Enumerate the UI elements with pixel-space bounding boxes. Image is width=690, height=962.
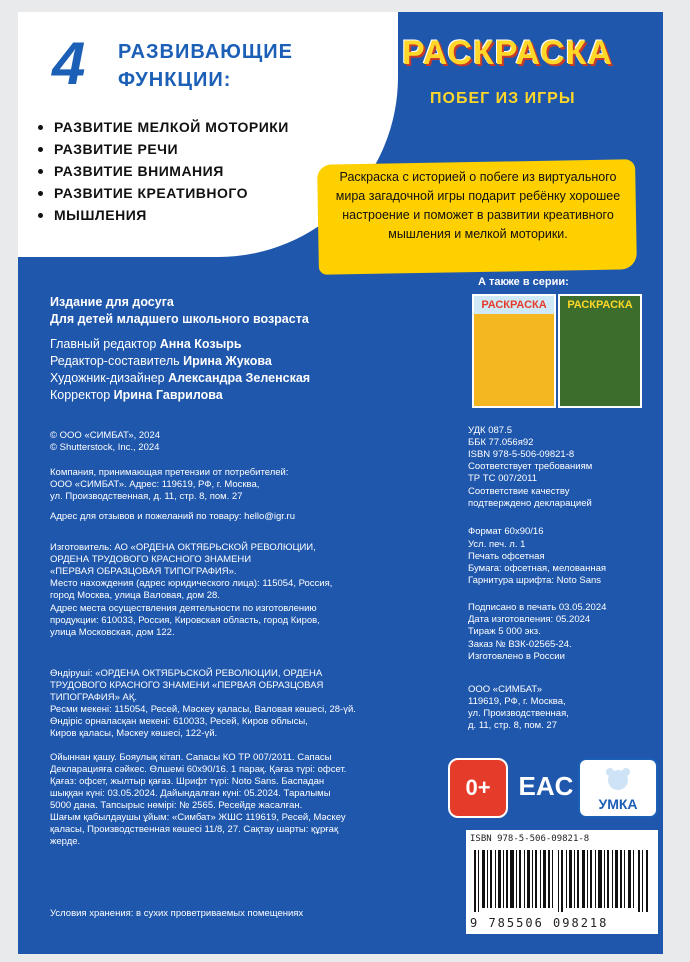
kazakh-info-line: шыққан күні: 03.05.2024. Дайындалған күні: 05.2024. Таралымы — [50, 788, 331, 799]
imprint-line: подтверждено декларацией — [468, 498, 592, 509]
storage-conditions: Условия хранения: в сухих проветриваемых помещениях — [50, 908, 304, 919]
function-item: РАЗВИТИЕ МЕЛКОЙ МОТОРИКИ — [32, 116, 289, 138]
copyright: © Shutterstock, Inc., 2024 — [50, 442, 160, 453]
manufacturer-line: продукции: 610033, Россия, Кировская область, город Киров, — [50, 615, 320, 626]
manufacturer-line: «ПЕРВАЯ ОБРАЗЦОВАЯ ТИПОГРАФИЯ». — [50, 566, 237, 577]
credit-line: Редактор-составитель Ирина Жукова — [50, 354, 272, 368]
manufacturer-line: ОРДЕНА ТРУДОВОГО КРАСНОГО ЗНАМЕНИ — [50, 554, 252, 565]
function-item: РАЗВИТИЕ ВНИМАНИЯ — [32, 160, 289, 182]
functions-list — [32, 116, 289, 226]
kazakh-line: Киров қаласы, Мәскеу көшесі, 122-үй. — [50, 728, 218, 739]
barcode-number: 9 785506 098218 — [470, 916, 609, 930]
manufacturer-line: город Москва, улица Валовая, дом 28. — [50, 590, 220, 601]
barcode-isbn: ISBN 978-5-506-09821-8 — [470, 834, 590, 844]
series-book-cover — [472, 294, 556, 408]
kazakh-info-line: Ойыннан қашу. Бояулық кітап. Сапасы КО ТР 007/2011. Сапасы — [50, 752, 332, 763]
manufacturer-line: Адрес места осуществления деятельности по изготовлению — [50, 603, 317, 614]
print-line: Заказ № ВЗК-02565-24. — [468, 639, 572, 650]
manufacturer-line: улица Московская, дом 122. — [50, 627, 175, 638]
kazakh-line: Ресми мекені: 115054, Ресей, Мәскеу қаласы, Валовая көшесі, 28-үй. — [50, 704, 356, 715]
function-item: РАЗВИТИЕ КРЕАТИВНОГО — [32, 182, 289, 204]
publisher-address-line: д. 11, стр. 8, пом. 27 — [468, 720, 557, 731]
series-label: А также в серии: — [478, 276, 569, 288]
format-line: Формат 60х90/16 — [468, 526, 544, 537]
print-line: Тираж 5 000 экз. — [468, 626, 541, 637]
print-line: Изготовлено в России — [468, 651, 565, 662]
publisher-logo: УМКА — [578, 758, 658, 818]
brand-logo: РАСКРАСКА — [402, 34, 613, 72]
kazakh-line: Өндіріс орналасқан мекені: 610033, Ресей, Киров облысы, — [50, 716, 308, 727]
copyright: © ООО «СИМБАТ», 2024 — [50, 430, 161, 441]
publisher-address-line: ООО «СИМБАТ» — [468, 684, 542, 695]
print-line: Дата изготовления: 05.2024 — [468, 614, 591, 625]
eac-mark-icon: EAC — [518, 771, 574, 801]
company-line: ул. Производственная, д. 11, стр. 8, пом. 27 — [50, 491, 243, 502]
format-line: Гарнитура шрифта: Noto Sans — [468, 575, 602, 586]
series-book-cover — [558, 294, 642, 408]
kazakh-info-line: 5000 дана. Тапсырыс нөмірі: № 2565. Ресейде жасалған. — [50, 800, 303, 811]
bear-icon — [598, 766, 638, 792]
series-book-title: РАСКРАСКА — [567, 299, 633, 311]
kazakh-line: Өндіруші: «ОРДЕНА ОКТЯБРЬСКОЙ РЕВОЛЮЦИИ, ОРДЕНА — [50, 668, 323, 679]
kazakh-info-line: Декларацияға сәйкес. Өлшемі 60х90/16. 1 парақ. Қағаз түрі: офсет. — [50, 764, 347, 775]
credit-line: Главный редактор Анна Козырь — [50, 337, 242, 351]
kazakh-info-line: Шағым қабылдаушы ұйым: «Симбат» ЖШС 119619, Ресей, Мәскеу — [50, 812, 346, 823]
imprint-line: Соответствие качеству — [468, 486, 570, 497]
kazakh-info-line: Қағаз: офсет, жылтыр қағаз. Шрифт түрі: Noto Sans. Баспадан — [50, 776, 325, 787]
kazakh-line: ТРУДОВОГО КРАСНОГО ЗНАМЕНИ «ПЕРВАЯ ОБРАЗЦОВАЯ — [50, 680, 324, 691]
manufacturer-line: Изготовитель: АО «ОРДЕНА ОКТЯБРЬСКОЙ РЕВОЛЮЦИИ, — [50, 542, 316, 553]
function-item: РАЗВИТИЕ РЕЧИ — [32, 138, 289, 160]
feedback-line: Адрес для отзывов и пожеланий по товару: hello@igr.ru — [50, 511, 296, 522]
kazakh-info-line: қаласы, Производственная көшесі 11/8, 27. Сақтау шарты: құрғақ — [50, 824, 339, 835]
brand-subtitle: ПОБЕГ ИЗ ИГРЫ — [430, 90, 576, 107]
company-line: ООО «СИМБАТ». Адрес: 119619, РФ, г. Москва, — [50, 479, 260, 490]
company-line: Компания, принимающая претензии от потребителей: — [50, 467, 289, 478]
kazakh-info-line: жерде. — [50, 836, 81, 847]
book-back-cover — [18, 12, 663, 954]
imprint-line: Соответствует требованиям — [468, 461, 593, 472]
purpose-line: Издание для досуга — [50, 295, 174, 309]
publisher-address-line: 119619, РФ, г. Москва, — [468, 696, 566, 707]
function-item: МЫШЛЕНИЯ — [32, 204, 289, 226]
imprint-line: ISBN 978-5-506-09821-8 — [468, 449, 575, 460]
publisher-address-line: ул. Производственная, — [468, 708, 569, 719]
imprint-line: УДК 087.5 — [468, 425, 512, 436]
format-line: Усл. печ. л. 1 — [468, 539, 526, 550]
series-book-title: РАСКРАСКА — [474, 296, 554, 314]
purpose-line: Для детей младшего школьного возраста — [50, 312, 309, 326]
credit-line: Корректор Ирина Гаврилова — [50, 388, 223, 402]
kazakh-line: ТИПОГРАФИЯ» АҚ. — [50, 692, 138, 703]
format-line: Бумага: офсетная, мелованная — [468, 563, 607, 574]
format-line: Печать офсетная — [468, 551, 545, 562]
barcode-icon — [474, 850, 650, 912]
imprint-line: ТР ТС 007/2011 — [468, 473, 538, 484]
description-text: Раскраска с историей о побеге из виртуального мира загадочной игры подарит ребёнку хорошее настроение и поможет в развитии креативного мышления и мелкой моторики. — [335, 170, 621, 241]
functions-count: 4 — [52, 30, 86, 97]
print-line: Подписано в печать 03.05.2024 — [468, 602, 607, 613]
credit-line: Художник-дизайнер Александра Зеленская — [50, 371, 311, 385]
age-rating-badge: 0+ — [448, 758, 508, 818]
manufacturer-line: Место нахождения (адрес юридического лица): 115054, Россия, — [50, 578, 333, 589]
functions-title: РАЗВИВАЮЩИЕ ФУНКЦИИ: — [118, 41, 293, 91]
barcode-block — [466, 830, 658, 934]
imprint-line: ББК 77.056я92 — [468, 437, 534, 448]
